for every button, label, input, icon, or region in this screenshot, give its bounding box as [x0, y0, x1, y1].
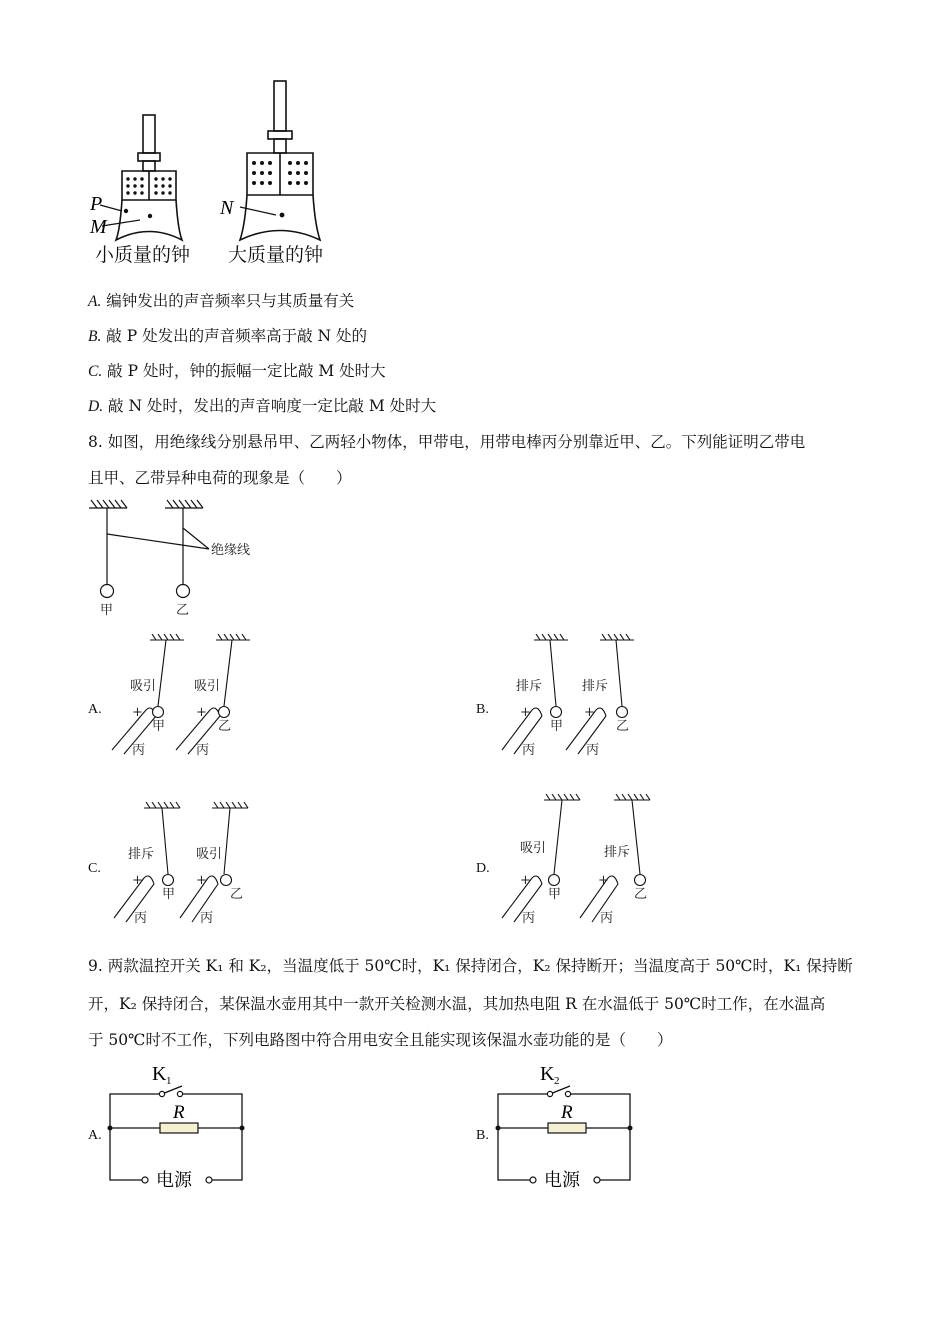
q8-option-d-figure	[494, 790, 669, 928]
q8-option-d-letter: D.	[476, 861, 490, 876]
svg-text:2: 2	[554, 1075, 560, 1087]
svg-text:+: +	[196, 705, 207, 720]
label-p: P	[90, 193, 103, 215]
q9-option-b-letter: B.	[476, 1128, 489, 1143]
svg-text:电源: 电源	[156, 1170, 192, 1191]
small-bell-caption: 小质量的钟	[95, 244, 191, 266]
svg-text:丙: 丙	[586, 743, 600, 758]
svg-text:甲: 甲	[162, 887, 176, 902]
svg-text:R: R	[173, 1102, 185, 1123]
svg-text:丙: 丙	[522, 911, 536, 926]
q8-option-b-figure	[494, 632, 664, 760]
svg-text:丙: 丙	[600, 911, 614, 926]
svg-text:1: 1	[166, 1075, 172, 1087]
q9-stem-line2: 开，K₂ 保持闭合，某保温水壶用其中一款开关检测水温，其加热电阻 R 在水温低于 50℃时工作，在水温高	[88, 995, 826, 1013]
svg-text:排斥: 排斥	[604, 845, 631, 860]
svg-text:排斥: 排斥	[582, 679, 609, 694]
q8-option-b-letter: B.	[476, 702, 489, 717]
q9-option-a-letter: A.	[88, 1128, 102, 1143]
q8-option-c-figure	[108, 798, 278, 928]
label-n: N	[220, 197, 234, 219]
svg-text:+: +	[520, 705, 531, 720]
q8-main-figure	[85, 498, 285, 620]
svg-text:K: K	[152, 1063, 167, 1085]
svg-text:乙: 乙	[634, 887, 648, 902]
svg-text:吸引: 吸引	[194, 679, 221, 694]
svg-text:+: +	[598, 873, 609, 888]
svg-text:吸引: 吸引	[520, 841, 547, 856]
svg-text:+: +	[132, 705, 143, 720]
svg-text:排斥: 排斥	[128, 847, 155, 862]
q8-stem-line2: 且甲、乙带异种电荷的现象是（ ）	[88, 469, 352, 487]
svg-text:丙: 丙	[200, 911, 214, 926]
svg-text:吸引: 吸引	[196, 847, 223, 862]
q8-option-c-letter: C.	[88, 861, 101, 876]
large-bell-caption: 大质量的钟	[228, 244, 324, 266]
q7-option-c: C. 敲 P 处时，钟的振幅一定比敲 M 处时大	[88, 362, 386, 380]
svg-text:K: K	[540, 1063, 555, 1085]
svg-text:丙: 丙	[132, 743, 146, 758]
small-bell	[116, 115, 182, 240]
label-m: M	[90, 216, 107, 238]
svg-text:+: +	[196, 873, 207, 888]
q9-stem-line3: 于 50℃时不工作，下列电路图中符合用电安全且能实现该保温水壶功能的是（ ）	[88, 1031, 673, 1049]
svg-text:丙: 丙	[522, 743, 536, 758]
svg-text:丙: 丙	[196, 743, 210, 758]
q8-option-a-letter: A.	[88, 702, 102, 717]
svg-text:甲: 甲	[152, 719, 166, 734]
q9-circuit-a	[100, 1060, 260, 1190]
svg-text:+: +	[520, 873, 531, 888]
svg-text:乙: 乙	[616, 719, 630, 734]
svg-text:丙: 丙	[134, 911, 148, 926]
q9-stem-line1: 9. 两款温控开关 K₁ 和 K₂，当温度低于 50℃时，K₁ 保持闭合，K₂ 保持断开；当温度高于 50℃时，K₁ 保持断	[88, 957, 853, 975]
svg-text:乙: 乙	[218, 719, 232, 734]
ball-b-label: 乙	[176, 603, 190, 618]
svg-text:R: R	[561, 1102, 573, 1123]
svg-text:电源: 电源	[544, 1170, 580, 1191]
svg-text:吸引: 吸引	[130, 679, 157, 694]
ball-a-label: 甲	[100, 603, 114, 618]
wire-label: 绝缘线	[211, 543, 251, 558]
svg-text:甲: 甲	[548, 887, 562, 902]
svg-text:+: +	[584, 705, 595, 720]
svg-text:+: +	[132, 873, 143, 888]
svg-text:甲: 甲	[550, 719, 564, 734]
q9-circuit-b	[488, 1060, 648, 1190]
q7-option-d: D. 敲 N 处时，发出的声音响度一定比敲 M 处时大	[88, 397, 437, 415]
q7-option-a: A. 编钟发出的声音频率只与其质量有关	[88, 292, 355, 310]
q7-option-b: B. 敲 P 处发出的声音频率高于敲 N 处的	[88, 327, 367, 345]
q8-option-a-figure	[108, 632, 278, 760]
svg-text:排斥: 排斥	[516, 679, 543, 694]
q8-stem-line1: 8. 如图，用绝缘线分别悬吊甲、乙两轻小物体，甲带电，用带电棒丙分别靠近甲、乙。下列能证明乙带电	[88, 433, 806, 451]
svg-text:乙: 乙	[230, 887, 244, 902]
